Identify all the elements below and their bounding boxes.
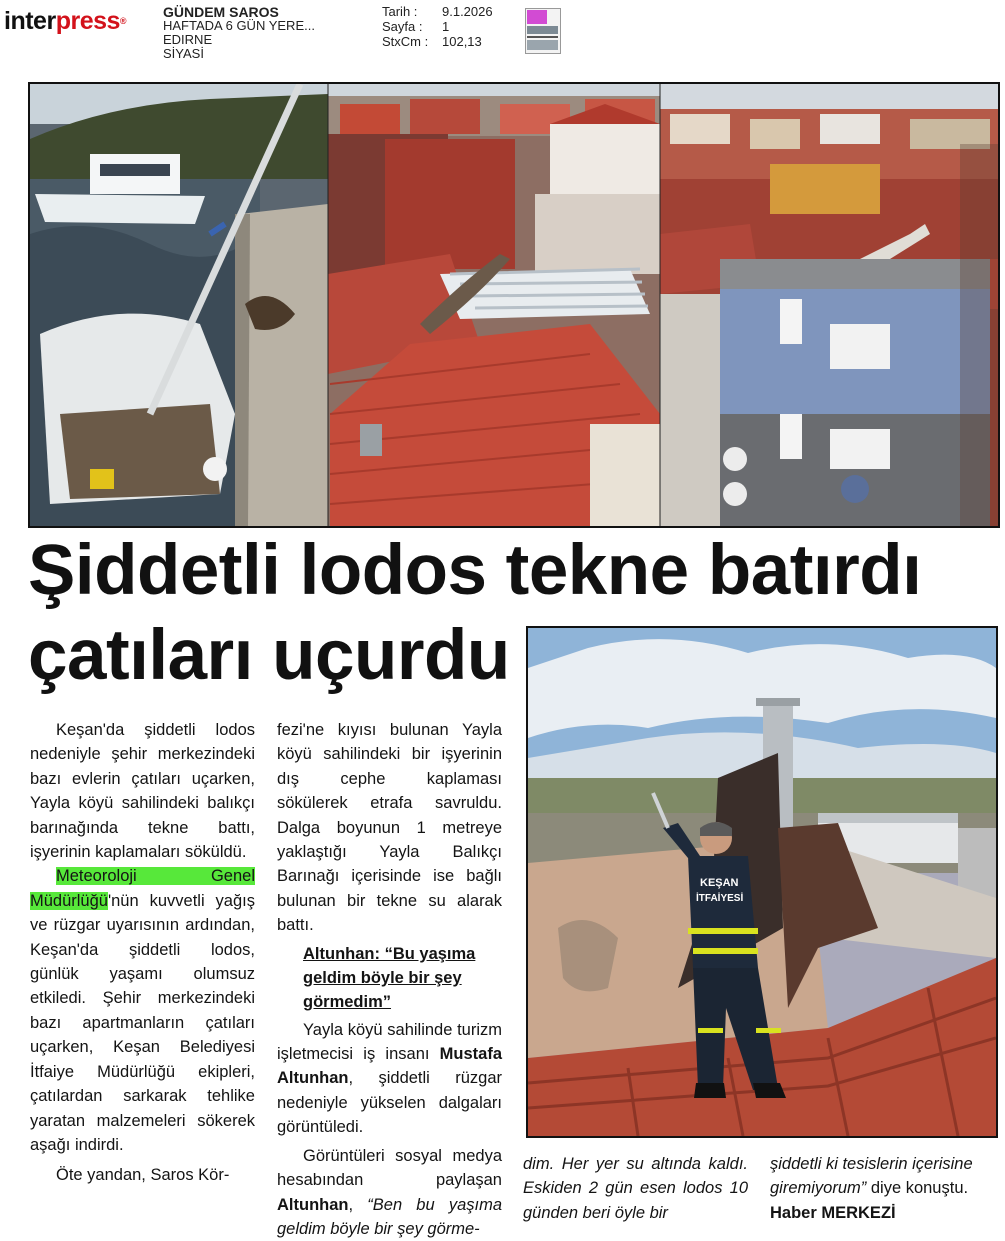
page-value: 1	[442, 19, 450, 34]
article-headline-line2: çatıları uçurdu	[28, 616, 510, 695]
building-photo	[660, 84, 998, 526]
size-label: StxCm :	[382, 34, 429, 49]
person-name: Altunhan	[277, 1195, 349, 1214]
jacket-text-keshan: KEŞAN	[700, 877, 739, 889]
article-column-4	[770, 1152, 995, 1225]
highlighted-term: Meteoroloji Genel Müdürlüğü	[30, 867, 255, 910]
publication-frequency: HAFTADA 6 GÜN YERE...	[163, 18, 315, 33]
paragraph: fezi'ne kıyısı bulunan Yayla köyü sahilindeki bir işyerinin dış cephe kaplaması sökülerek etrafa savruldu. Dalga boyunun 1 metreye yaklaştığı Yayla Balıkçı Barınağı içerisinde ise bağlı bulunan bir tekne su alarak battı.	[277, 721, 502, 935]
subheading: Altunhan: “Bu yaşıma geldim böyle bir şey görmedim”	[303, 944, 476, 1011]
paragraph: Keşan'da şiddetli lodos nedeniyle şehir merkezindeki bazı evlerin çatıları uçarken, Yayla köyü sahilindeki balıkçı barınağında tekne battı, işyerinin kaplamaları söküldü.	[30, 721, 255, 862]
storm-damage-photo-collage	[28, 82, 1000, 528]
jacket-text-itfaiye: İTFAİYESİ	[696, 893, 744, 904]
interpress-logo: interpress®	[4, 7, 127, 35]
roofs-photo	[328, 84, 660, 526]
person-name: Mustafa Altunhan	[277, 1045, 502, 1088]
harbour-photo	[30, 84, 328, 526]
article-signature: Haber MERKEZİ	[770, 1203, 896, 1222]
page-thumbnail[interactable]	[525, 8, 561, 54]
date-value: 9.1.2026	[442, 4, 493, 19]
paragraph: Öte yandan, Saros Kör-	[56, 1166, 230, 1185]
article-column-2	[277, 718, 502, 1241]
date-label: Tarih :	[382, 4, 418, 19]
publication-category: SİYASİ	[163, 46, 204, 61]
paragraph: Meteoroloji Genel Müdürlüğü'nün kuvvetli yağış ve rüzgar uyarısının ardından, Keşan'da şiddetli lodos, günlük yaşamı olumsuz etkiledi. Şehir merkezindeki bazı apartmanların çatıları uçarken, Keşan Belediyesi İtfaiye Müdürlüğü ekipleri, çatılardan sarkarak tehlike yaratan malzemeleri sökerek aşağı indirdi.	[30, 867, 255, 1154]
clipping-meta	[382, 4, 493, 49]
paragraph: şiddetli ki tesislerin içerisine giremiyorum” diye konuştu.	[770, 1155, 973, 1198]
article-headline-line1: Şiddetli lodos tekne batırdı	[28, 531, 922, 610]
page-label: Sayfa :	[382, 19, 423, 34]
paragraph: dim. Her yer su altında kaldı. Eskiden 2 gün esen lodos 10 günden beri öyle bir	[523, 1155, 748, 1222]
firefighter-photo	[526, 626, 998, 1138]
publication-city: EDIRNE	[163, 32, 213, 47]
paragraph: Görüntüleri sosyal medya hesabından paylaşan Altunhan, “Ben bu yaşıma geldim böyle bir şey görme-	[277, 1146, 502, 1238]
publication-info	[163, 5, 315, 61]
publication-name: GÜNDEM SAROS	[163, 4, 279, 20]
paragraph: Yayla köyü sahilinde turizm işletmecisi iş insanı Mustafa Altunhan, şiddetli rüzgar nedeniyle yükselen dalgaları görüntüledi.	[277, 1020, 502, 1137]
size-value: 102,13	[442, 34, 482, 49]
article-column-3	[523, 1152, 748, 1225]
article-column-1	[30, 718, 255, 1188]
